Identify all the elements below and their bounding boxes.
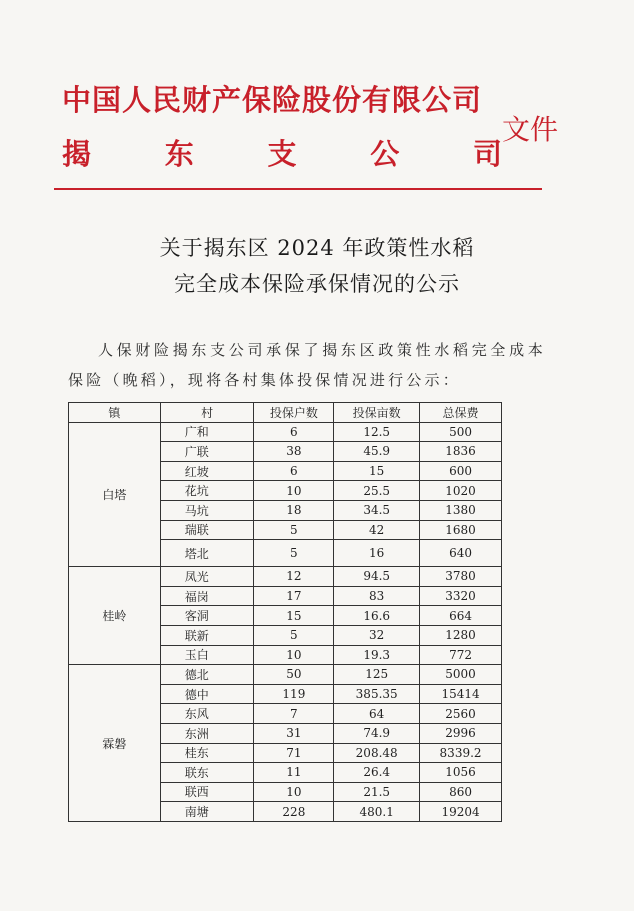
households-cell: 11 xyxy=(254,763,334,783)
letterhead-branch-char: 东 xyxy=(164,137,194,171)
households-cell: 6 xyxy=(254,461,334,481)
letterhead-branch-char: 支 xyxy=(267,137,297,171)
letterhead-org-name: 中国人民财产保险股份有限公司 xyxy=(62,83,483,117)
acres-cell: 125 xyxy=(334,665,420,685)
premium-cell: 1380 xyxy=(420,500,502,520)
village-cell: 南塘 xyxy=(160,802,254,822)
acres-cell: 208.48 xyxy=(334,743,420,763)
households-cell: 17 xyxy=(254,586,334,606)
village-cell: 德北 xyxy=(160,665,254,685)
acres-cell: 64 xyxy=(334,704,420,724)
acres-cell: 26.4 xyxy=(334,763,420,783)
village-cell: 花坑 xyxy=(160,481,254,501)
letterhead-branch-char: 揭 xyxy=(62,137,92,171)
premium-cell: 860 xyxy=(420,782,502,802)
document-title-line2: 完全成本保险承保情况的公示 xyxy=(174,272,460,296)
households-cell: 12 xyxy=(254,567,334,587)
households-cell: 10 xyxy=(254,481,334,501)
acres-cell: 480.1 xyxy=(334,802,420,822)
premium-cell: 8339.2 xyxy=(420,743,502,763)
households-cell: 228 xyxy=(254,802,334,822)
village-cell: 联新 xyxy=(160,625,254,645)
premium-cell: 1020 xyxy=(420,481,502,501)
households-cell: 31 xyxy=(254,723,334,743)
town-cell: 霖磐 xyxy=(69,665,161,822)
households-cell: 50 xyxy=(254,665,334,685)
acres-cell: 45.9 xyxy=(334,442,420,462)
village-cell: 福岗 xyxy=(160,586,254,606)
premium-cell: 2996 xyxy=(420,723,502,743)
table-header-row xyxy=(69,403,502,423)
premium-cell: 600 xyxy=(420,461,502,481)
premium-cell: 1680 xyxy=(420,520,502,540)
acres-cell: 74.9 xyxy=(334,723,420,743)
town-cell: 桂岭 xyxy=(69,567,161,665)
premium-cell: 772 xyxy=(420,645,502,665)
body-paragraph: 人保财险揭东支公司承保了揭东区政策性水稻完全成本保险（晚稻），现将各村集体投保情况进行公示： xyxy=(68,341,546,389)
village-cell: 广和 xyxy=(160,422,254,442)
acres-cell: 83 xyxy=(334,586,420,606)
village-cell: 凤光 xyxy=(160,567,254,587)
header-premium: 总保费 xyxy=(420,403,502,423)
households-cell: 7 xyxy=(254,704,334,724)
premium-cell: 500 xyxy=(420,422,502,442)
households-cell: 38 xyxy=(254,442,334,462)
village-cell: 红坡 xyxy=(160,461,254,481)
premium-cell: 1056 xyxy=(420,763,502,783)
premium-cell: 3320 xyxy=(420,586,502,606)
letterhead-branch xyxy=(62,132,502,173)
village-cell: 东洲 xyxy=(160,723,254,743)
village-cell: 玉白 xyxy=(160,645,254,665)
village-cell: 广联 xyxy=(160,442,254,462)
village-cell: 客洞 xyxy=(160,606,254,626)
households-cell: 18 xyxy=(254,500,334,520)
table-body xyxy=(69,422,502,821)
letterhead-doc-label: 文件 xyxy=(502,113,559,146)
households-cell: 5 xyxy=(254,540,334,567)
premium-cell: 5000 xyxy=(420,665,502,685)
premium-cell: 1836 xyxy=(420,442,502,462)
premium-cell: 15414 xyxy=(420,684,502,704)
village-cell: 马坑 xyxy=(160,500,254,520)
households-cell: 5 xyxy=(254,520,334,540)
premium-cell: 3780 xyxy=(420,567,502,587)
premium-cell: 640 xyxy=(420,540,502,567)
premium-cell: 1280 xyxy=(420,625,502,645)
households-cell: 6 xyxy=(254,422,334,442)
village-cell: 东风 xyxy=(160,704,254,724)
village-cell: 德中 xyxy=(160,684,254,704)
households-cell: 71 xyxy=(254,743,334,763)
households-cell: 119 xyxy=(254,684,334,704)
header-town: 镇 xyxy=(69,403,161,423)
acres-cell: 12.5 xyxy=(334,422,420,442)
village-cell: 桂东 xyxy=(160,743,254,763)
premium-cell: 2560 xyxy=(420,704,502,724)
premium-cell: 19204 xyxy=(420,802,502,822)
header-acres: 投保亩数 xyxy=(334,403,420,423)
village-cell: 塔北 xyxy=(160,540,254,567)
village-cell: 联西 xyxy=(160,782,254,802)
header-households: 投保户数 xyxy=(254,403,334,423)
insurance-table xyxy=(68,402,502,822)
letterhead-branch-char: 司 xyxy=(472,137,502,171)
document-title-line1: 关于揭东区 2024 年政策性水稻 xyxy=(159,236,475,260)
acres-cell: 25.5 xyxy=(334,481,420,501)
households-cell: 10 xyxy=(254,782,334,802)
premium-cell: 664 xyxy=(420,606,502,626)
table-row xyxy=(69,665,502,685)
households-cell: 15 xyxy=(254,606,334,626)
households-cell: 5 xyxy=(254,625,334,645)
acres-cell: 16 xyxy=(334,540,420,567)
village-cell: 联东 xyxy=(160,763,254,783)
households-cell: 10 xyxy=(254,645,334,665)
acres-cell: 34.5 xyxy=(334,500,420,520)
acres-cell: 21.5 xyxy=(334,782,420,802)
acres-cell: 16.6 xyxy=(334,606,420,626)
acres-cell: 42 xyxy=(334,520,420,540)
village-cell: 瑞联 xyxy=(160,520,254,540)
table-row xyxy=(69,567,502,587)
table-row xyxy=(69,422,502,442)
acres-cell: 94.5 xyxy=(334,567,420,587)
acres-cell: 15 xyxy=(334,461,420,481)
letterhead-branch-char: 公 xyxy=(370,137,400,171)
acres-cell: 19.3 xyxy=(334,645,420,665)
acres-cell: 385.35 xyxy=(334,684,420,704)
letterhead-divider xyxy=(54,188,542,190)
header-village: 村 xyxy=(160,403,254,423)
town-cell: 白塔 xyxy=(69,422,161,567)
acres-cell: 32 xyxy=(334,625,420,645)
